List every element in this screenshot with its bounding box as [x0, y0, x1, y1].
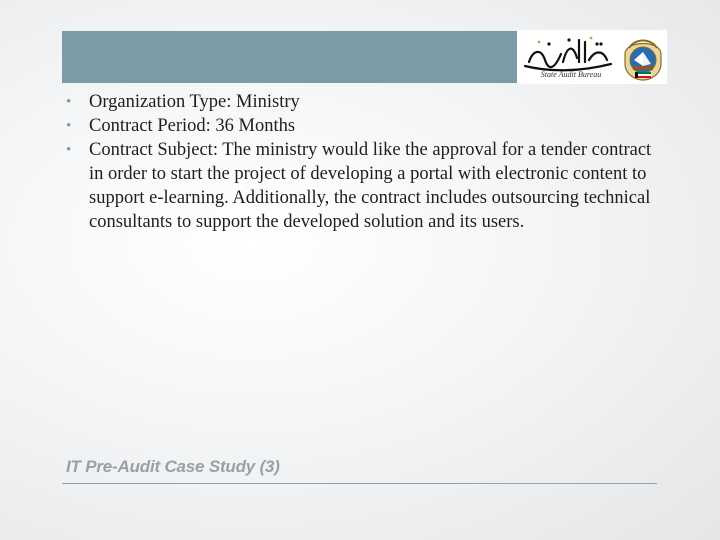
bullet-text: Contract Period: 36 Months: [89, 116, 296, 136]
bullet-item-contract-subject: [66, 138, 666, 234]
header-bar: [62, 31, 518, 83]
footer-divider: [62, 483, 657, 484]
logo-subtitle: State Audit Bureau: [540, 70, 602, 79]
bullet-text: Contract Subject: The ministry would like the approval for a tender contract in order to start the project of developing a portal with electronic content to support e-learning. Additionally, the contract includes outsourcing technical consultants to support the developed solution and its users.: [89, 140, 652, 232]
footer-title: IT Pre-Audit Case Study (3): [66, 457, 280, 476]
bullet-dot-icon: •: [66, 142, 72, 158]
kuwait-emblem-icon: [621, 34, 665, 82]
bullet-dot-icon: •: [66, 118, 72, 134]
bullet-list: [66, 90, 666, 234]
logo-area: [517, 30, 667, 84]
bullet-dot-icon: •: [66, 94, 72, 110]
bullet-item-contract-period: [66, 114, 666, 138]
bullet-text: Organization Type: Ministry: [89, 92, 300, 112]
bullet-item-organization-type: [66, 90, 666, 114]
